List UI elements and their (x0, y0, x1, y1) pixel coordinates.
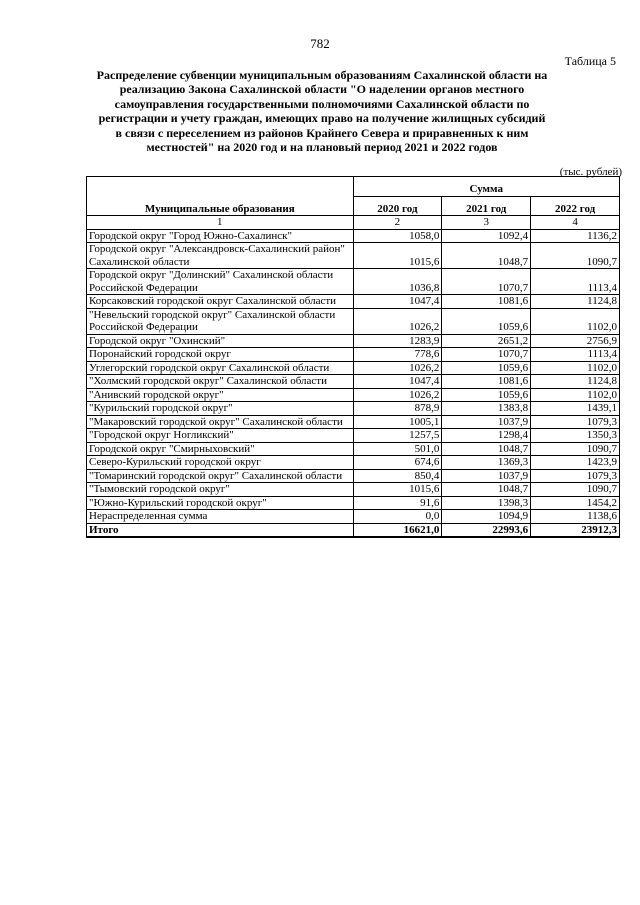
table-row (87, 469, 620, 483)
municipality-name: Городской округ "Смирныховский" (87, 442, 354, 456)
value-2020: 501,0 (353, 442, 442, 456)
header-sum: Сумма (353, 177, 620, 197)
municipality-name: Поронайский городской округ (87, 348, 354, 362)
value-2020: 878,9 (353, 402, 442, 416)
value-2022: 2756,9 (531, 334, 620, 348)
value-2020: 1047,4 (353, 375, 442, 389)
value-2022: 1102,0 (531, 388, 620, 402)
total-2021: 22993,6 (442, 523, 531, 537)
value-2021: 1369,3 (442, 456, 531, 470)
value-2021: 1298,4 (442, 429, 531, 443)
municipality-name: Нераспределенная сумма (87, 510, 354, 524)
value-2022: 1090,7 (531, 483, 620, 497)
total-2022: 23912,3 (531, 523, 620, 537)
value-2020: 850,4 (353, 469, 442, 483)
value-2020: 1026,2 (353, 361, 442, 375)
municipality-name: Городской округ "Долинский" Сахалинской области Российской Федерации (87, 269, 354, 295)
table-row (87, 456, 620, 470)
table-row (87, 295, 620, 309)
table-row (87, 496, 620, 510)
value-2021: 1048,7 (442, 442, 531, 456)
value-2022: 1090,7 (531, 243, 620, 269)
value-2022: 1124,8 (531, 295, 620, 309)
table-row (87, 483, 620, 497)
header-municipality: Муниципальные образования (87, 177, 354, 216)
value-2022: 1113,4 (531, 269, 620, 295)
value-2021: 1048,7 (442, 243, 531, 269)
value-2021: 1059,6 (442, 308, 531, 334)
header-year-2022: 2022 год (531, 196, 620, 216)
municipality-name: "Томаринский городской округ" Сахалинской области (87, 469, 354, 483)
value-2022: 1102,0 (531, 308, 620, 334)
table-label: Таблица 5 (564, 54, 616, 68)
value-2020: 1015,6 (353, 243, 442, 269)
value-2021: 1059,6 (442, 388, 531, 402)
municipality-name: Северо-Курильский городской округ (87, 456, 354, 470)
total-row (87, 523, 620, 537)
value-2021: 1037,9 (442, 415, 531, 429)
value-2022: 1102,0 (531, 361, 620, 375)
value-2021: 1070,7 (442, 269, 531, 295)
municipality-name: "Тымовский городской округ" (87, 483, 354, 497)
value-2021: 1048,7 (442, 483, 531, 497)
table-row (87, 402, 620, 416)
units-label: (тыс. рублей) (559, 166, 622, 178)
table-row (87, 269, 620, 295)
header-year-2020: 2020 год (353, 196, 442, 216)
municipality-name: Городской округ "Город Южно-Сахалинск" (87, 229, 354, 243)
value-2020: 1283,9 (353, 334, 442, 348)
value-2021: 1081,6 (442, 295, 531, 309)
value-2020: 1005,1 (353, 415, 442, 429)
value-2020: 1036,8 (353, 269, 442, 295)
page-number: 782 (310, 36, 330, 51)
value-2022: 1136,2 (531, 229, 620, 243)
table-row (87, 361, 620, 375)
table-row (87, 388, 620, 402)
municipality-name: "Анивский городской округ" (87, 388, 354, 402)
subvention-table (86, 176, 620, 538)
value-2021: 1092,4 (442, 229, 531, 243)
total-label: Итого (87, 523, 354, 537)
table-row (87, 334, 620, 348)
value-2020: 0,0 (353, 510, 442, 524)
municipality-name: Углегорский городской округ Сахалинской области (87, 361, 354, 375)
table-header (87, 177, 620, 230)
municipality-name: Городской округ "Александровск-Сахалинский район" Сахалинской области (87, 243, 354, 269)
value-2022: 1350,3 (531, 429, 620, 443)
value-2021: 1398,3 (442, 496, 531, 510)
header-year-2021: 2021 год (442, 196, 531, 216)
total-2020: 16621,0 (353, 523, 442, 537)
value-2020: 1026,2 (353, 308, 442, 334)
value-2022: 1124,8 (531, 375, 620, 389)
column-number-3: 3 (442, 216, 531, 230)
municipality-name: "Южно-Курильский городской округ" (87, 496, 354, 510)
table-body (87, 229, 620, 523)
value-2021: 1070,7 (442, 348, 531, 362)
table-row (87, 415, 620, 429)
municipality-name: Городской округ "Охинский" (87, 334, 354, 348)
value-2022: 1138,6 (531, 510, 620, 524)
table-row (87, 308, 620, 334)
table-row (87, 375, 620, 389)
value-2021: 1059,6 (442, 361, 531, 375)
value-2020: 91,6 (353, 496, 442, 510)
value-2022: 1439,1 (531, 402, 620, 416)
value-2022: 1113,4 (531, 348, 620, 362)
table-row (87, 442, 620, 456)
value-2021: 1037,9 (442, 469, 531, 483)
value-2020: 1015,6 (353, 483, 442, 497)
value-2020: 1026,2 (353, 388, 442, 402)
value-2021: 1383,8 (442, 402, 531, 416)
value-2022: 1079,3 (531, 415, 620, 429)
column-number-1: 1 (87, 216, 354, 230)
municipality-name: "Холмский городской округ" Сахалинской области (87, 375, 354, 389)
value-2020: 1257,5 (353, 429, 442, 443)
column-number-4: 4 (531, 216, 620, 230)
column-number-2: 2 (353, 216, 442, 230)
value-2022: 1423,9 (531, 456, 620, 470)
municipality-name: "Макаровский городской округ" Сахалинской области (87, 415, 354, 429)
table-row (87, 243, 620, 269)
value-2022: 1090,7 (531, 442, 620, 456)
value-2020: 778,6 (353, 348, 442, 362)
table-row (87, 348, 620, 362)
municipality-name: "Невельский городской округ" Сахалинской области Российской Федерации (87, 308, 354, 334)
value-2020: 674,6 (353, 456, 442, 470)
municipality-name: Корсаковский городской округ Сахалинской области (87, 295, 354, 309)
value-2021: 2651,2 (442, 334, 531, 348)
document-title: Распределение субвенции муниципальным образованиям Сахалинской области на реализацию Закона Сахалинской области "О наделении органов местного самоуправления государственными полномочиями Сахалинской области по регистрации и учету граждан, имеющих право на получение жилищных субсидий в связи с переселением из районов Крайнего Севера и приравненных к ним местностей" на 2020 год и на плановый период 2021 и 2022 годов (96, 68, 548, 155)
value-2021: 1094,9 (442, 510, 531, 524)
value-2022: 1079,3 (531, 469, 620, 483)
table-row (87, 510, 620, 524)
table-row (87, 429, 620, 443)
value-2022: 1454,2 (531, 496, 620, 510)
value-2020: 1058,0 (353, 229, 442, 243)
value-2021: 1081,6 (442, 375, 531, 389)
municipality-name: "Курильский городской округ" (87, 402, 354, 416)
value-2020: 1047,4 (353, 295, 442, 309)
municipality-name: "Городской округ Ногликский" (87, 429, 354, 443)
table-row (87, 229, 620, 243)
